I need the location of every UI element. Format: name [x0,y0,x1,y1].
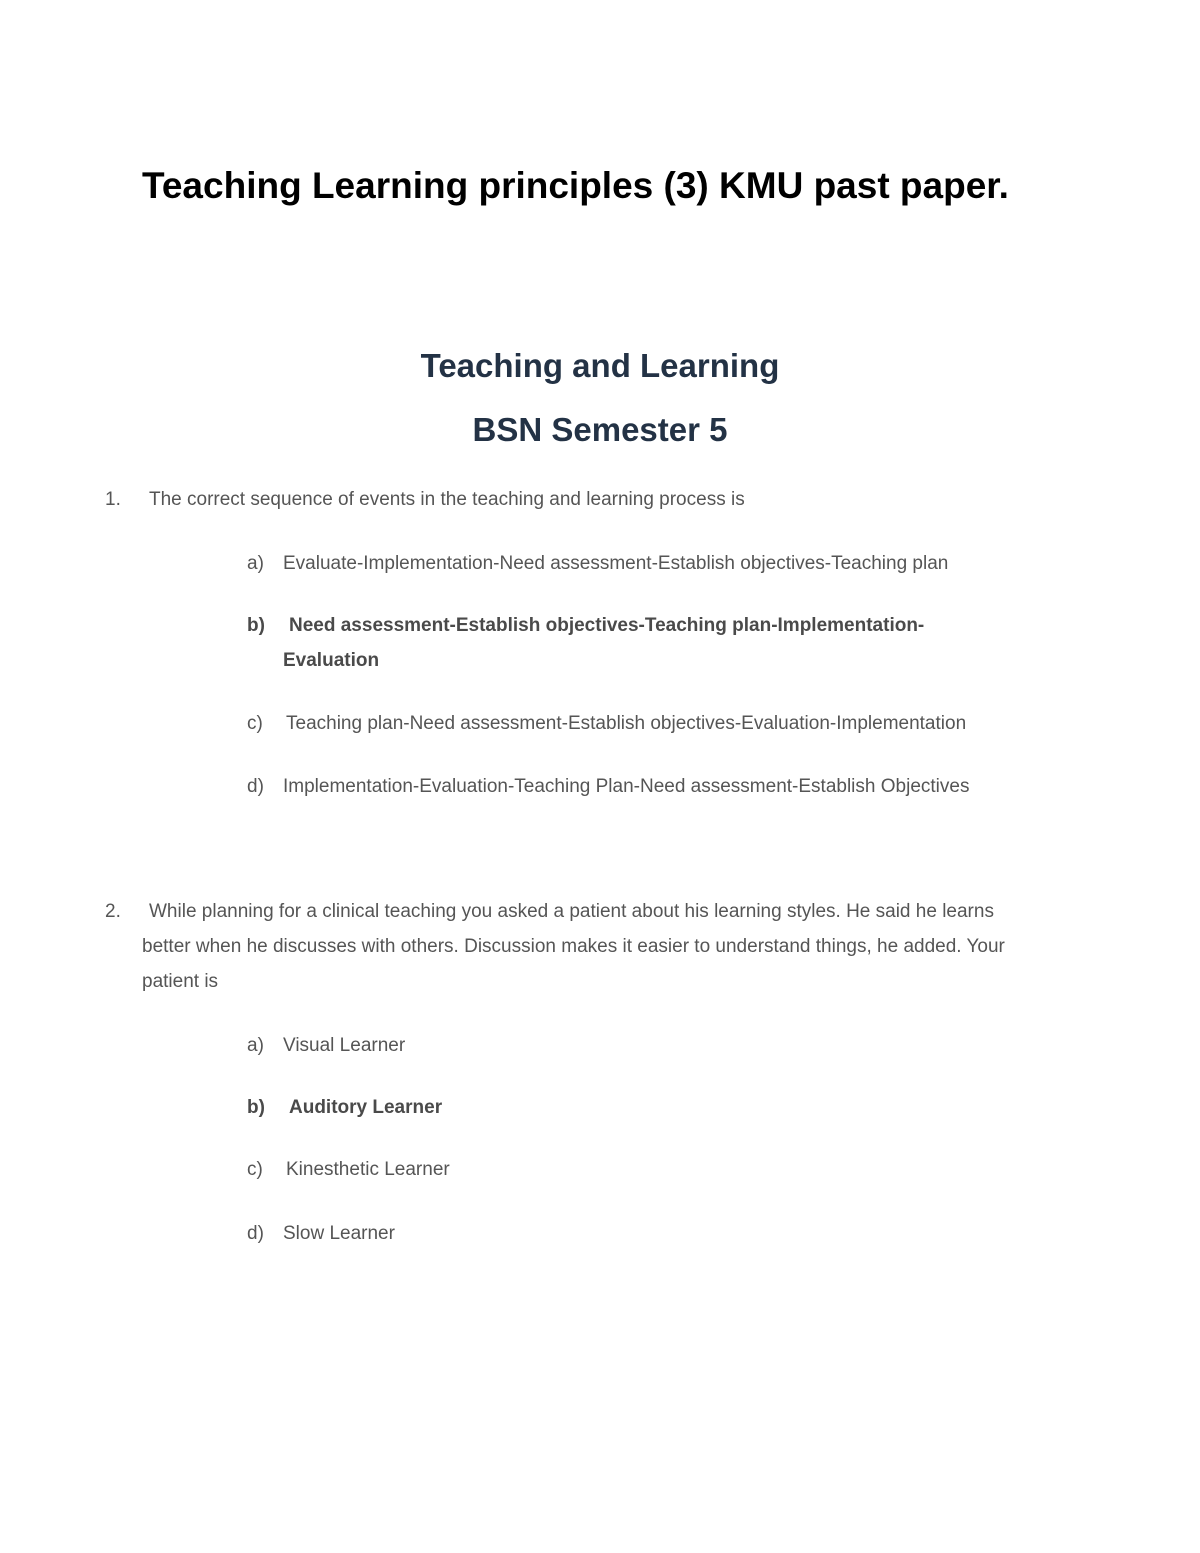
question-2-option-c [247,1152,1047,1187]
option-text: Visual Learner [283,1035,406,1056]
option-text: Teaching plan-Need assessment-Establish objectives-Evaluation-Implementation [286,713,967,734]
question-2-option-b-correct [247,1090,1047,1125]
option-text: Auditory Learner [289,1097,443,1118]
question-text: While planning for a clinical teaching you asked a patient about his learning styles. He said he learns better when he discusses with others. Discussion makes it easier to understand things, he added. Your patient is [142,901,1005,992]
question-2-option-d [247,1216,1047,1251]
question-1-option-d [247,769,1047,804]
option-text: Slow Learner [283,1223,395,1244]
option-text: Need assessment-Establish objectives-Teaching plan-Implementation-Evaluation [283,615,925,671]
option-text: Implementation-Evaluation-Teaching Plan-Need assessment-Establish Objectives [283,776,970,797]
option-letter: c) [247,1159,263,1180]
option-letter: a) [247,553,264,574]
question-text: The correct sequence of events in the teaching and learning process is [149,489,745,510]
option-text: Kinesthetic Learner [286,1159,450,1180]
question-number: 2. [105,901,121,922]
option-letter: c) [247,713,263,734]
question-1-option-c [247,706,1047,741]
option-letter: b) [247,615,265,636]
document-title: Teaching Learning principles (3) KMU past paper. [142,165,1009,206]
option-letter: d) [247,1223,264,1244]
question-2-option-a [247,1028,1047,1063]
question-2 [105,894,1035,999]
option-text: Evaluate-Implementation-Need assessment-Establish objectives-Teaching plan [283,553,949,574]
semester-heading: BSN Semester 5 [472,411,728,448]
option-letter: b) [247,1097,265,1118]
section-heading: Teaching and Learning [420,347,780,384]
question-number: 1. [105,489,121,510]
question-1-option-b-correct [247,608,987,678]
question-1 [105,482,1045,517]
question-1-option-a [247,546,1047,581]
option-letter: a) [247,1035,264,1056]
option-letter: d) [247,776,264,797]
